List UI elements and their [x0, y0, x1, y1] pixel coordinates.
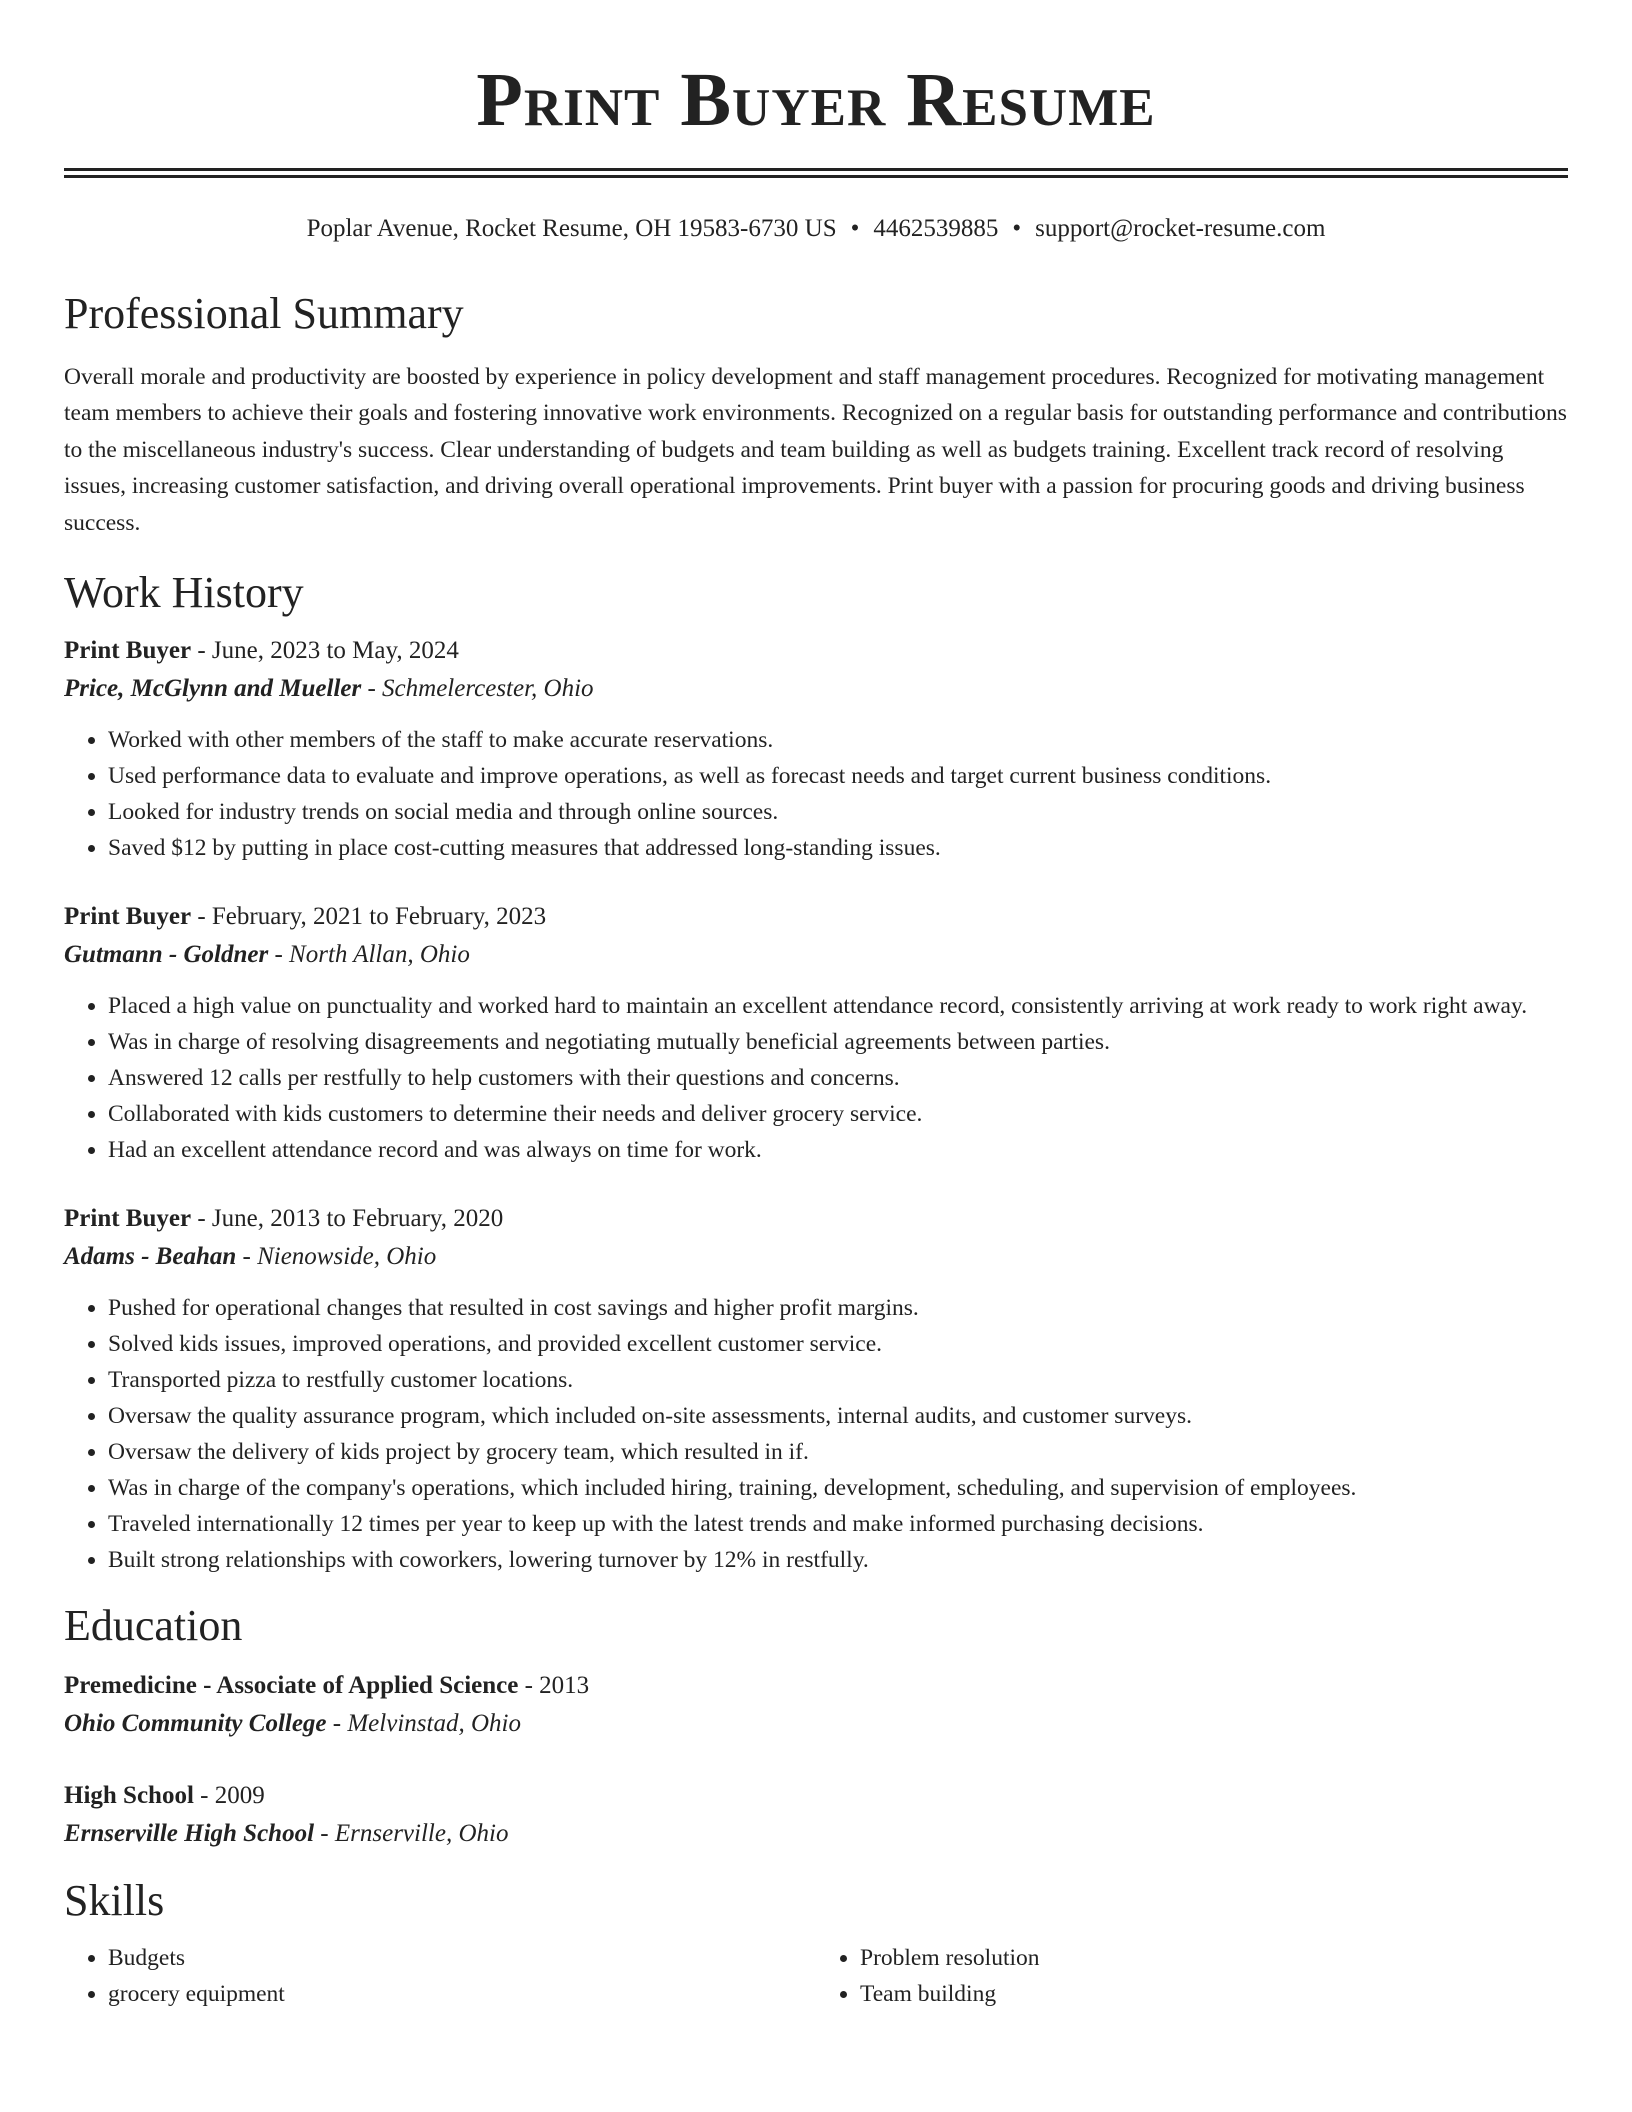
list-item: • Answered 12 calls per restfully to help customers with their questions and concerns. — [108, 1060, 1568, 1096]
job-dates: - June, 2013 to February, 2020 — [191, 1205, 504, 1233]
job-entry — [64, 632, 1568, 866]
job-duties — [64, 722, 1568, 866]
skill-item: • Budgets — [108, 1940, 816, 1976]
skill-item: • Problem resolution — [860, 1940, 1568, 1976]
education-year: - 2013 — [518, 1671, 590, 1699]
title-divider — [64, 168, 1568, 178]
list-item: • Was in charge of resolving disagreements and negotiating mutually beneficial agreements between parties. — [108, 1024, 1568, 1060]
education-header — [64, 1777, 1568, 1815]
job-company: Adams - Beahan — [64, 1243, 237, 1271]
job-title: Print Buyer — [64, 637, 192, 665]
list-item: • Pushed for operational changes that resulted in cost savings and higher profit margins. — [108, 1290, 1568, 1326]
education-school: Ohio Community College — [64, 1709, 327, 1737]
skill-item: • Team building — [860, 1976, 1568, 2012]
skills-column-right — [816, 1940, 1568, 2012]
job-dates: - June, 2023 to May, 2024 — [191, 637, 459, 665]
contact-address: Poplar Avenue, Rocket Resume, OH 19583-6730 US — [306, 215, 837, 242]
contact-line — [64, 214, 1568, 244]
skills-list — [64, 1940, 1568, 2012]
list-item: • Built strong relationships with coworkers, lowering turnover by 12% in restfully. — [108, 1542, 1568, 1578]
education-entry — [64, 1777, 1568, 1853]
job-location: - Schmelercester, Ohio — [361, 675, 594, 703]
job-company: Gutmann - Goldner — [64, 941, 269, 969]
education-school-line — [64, 1705, 1568, 1743]
contact-separator: • — [1012, 215, 1022, 242]
education-year: - 2009 — [193, 1781, 265, 1809]
page-title: Print Buyer Resume — [476, 58, 1156, 142]
contact-separator: • — [850, 215, 860, 242]
skills-heading: Skills — [64, 1875, 165, 1925]
list-item: • Solved kids issues, improved operations, and provided excellent customer service. — [108, 1326, 1568, 1362]
job-entry — [64, 898, 1568, 1168]
education-degree: High School — [64, 1781, 194, 1809]
job-location: - North Allan, Ohio — [268, 941, 470, 969]
education-degree: Premedicine - Associate of Applied Science — [64, 1671, 519, 1699]
list-item: • Traveled internationally 12 times per year to keep up with the latest trends and make informed purchasing decisions. — [108, 1506, 1568, 1542]
contact-phone: 4462539885 — [873, 215, 999, 242]
contact-email: support@rocket-resume.com — [1035, 215, 1326, 242]
job-title: Print Buyer — [64, 1205, 192, 1233]
job-header — [64, 898, 1568, 936]
job-entry — [64, 1200, 1568, 1578]
list-item: • Collaborated with kids customers to determine their needs and deliver grocery service. — [108, 1096, 1568, 1132]
education-heading: Education — [64, 1601, 243, 1651]
list-item: • Was in charge of the company's operations, which included hiring, training, development, scheduling, and supervision of employees. — [108, 1470, 1568, 1506]
education-entry — [64, 1667, 1568, 1743]
job-company: Price, McGlynn and Mueller — [64, 675, 362, 703]
list-item: • Transported pizza to restfully customer locations. — [108, 1362, 1568, 1398]
list-item: • Oversaw the delivery of kids project by grocery team, which resulted in if. — [108, 1434, 1568, 1470]
skills-column-left — [64, 1940, 816, 2012]
job-dates: - February, 2021 to February, 2023 — [191, 903, 547, 931]
education-school-line — [64, 1815, 1568, 1853]
job-header — [64, 1200, 1568, 1238]
list-item: • Used performance data to evaluate and improve operations, as well as forecast needs and target current business conditions. — [108, 758, 1568, 794]
job-employer — [64, 936, 1568, 974]
list-item: • Placed a high value on punctuality and worked hard to maintain an excellent attendance record, consistently arriving at work ready to work right away. — [108, 988, 1568, 1024]
education-location: - Ernserville, Ohio — [314, 1819, 509, 1847]
list-item: • Looked for industry trends on social media and through online sources. — [108, 794, 1568, 830]
summary-heading: Professional Summary — [64, 289, 464, 338]
job-employer — [64, 670, 1568, 708]
job-duties — [64, 988, 1568, 1168]
work-history-heading: Work History — [64, 568, 304, 618]
skill-item: • grocery equipment — [108, 1976, 816, 2012]
list-item: • Oversaw the quality assurance program, which included on-site assessments, internal audits, and customer surveys. — [108, 1398, 1568, 1434]
list-item: • Saved $12 by putting in place cost-cutting measures that addressed long-standing issues. — [108, 830, 1568, 866]
job-header — [64, 632, 1568, 670]
job-title: Print Buyer — [64, 903, 192, 931]
list-item: • Worked with other members of the staff to make accurate reservations. — [108, 722, 1568, 758]
education-location: - Melvinstad, Ohio — [326, 1709, 521, 1737]
summary-text: Overall morale and productivity are boosted by experience in policy development and staff management procedures. Recognized for motivating management team members to achieve their goals and fostering innovative work environments. Recognized on a regular basis for outstanding performance and contributions to the miscellaneous industry's success. Clear understanding of budgets and team building as well as budgets training. Excellent track record of resolving issues, increasing customer satisfaction, and driving overall operational improvements. Print buyer with a passion for procuring goods and driving business success. — [64, 363, 1567, 536]
job-duties — [64, 1290, 1568, 1578]
education-header — [64, 1667, 1568, 1705]
job-location: - Nienowside, Ohio — [236, 1243, 437, 1271]
education-school: Ernserville High School — [64, 1819, 315, 1847]
list-item: • Had an excellent attendance record and was always on time for work. — [108, 1132, 1568, 1168]
job-employer — [64, 1238, 1568, 1276]
